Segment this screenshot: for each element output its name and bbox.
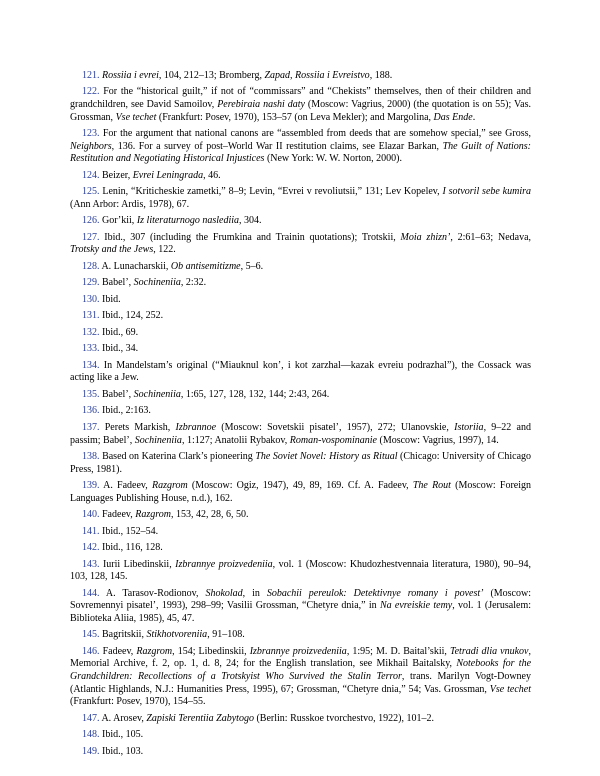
endnote-number-link[interactable]: 136. <box>82 405 100 417</box>
endnote <box>70 215 531 228</box>
endnote <box>70 480 531 505</box>
endnote-number-link[interactable]: 138. <box>82 450 100 462</box>
endnote-text: Fadeev, Razgrom, 153, 42, 28, 6, 50. <box>102 509 249 521</box>
endnote-text: Ibid., 105. <box>102 729 144 741</box>
endnote <box>70 746 531 759</box>
endnote-text: A. Tarasov-Rodionov, Shokolad, in Sobachii pereulok: Detektivnye romany i povest’ (Moscow: Sovremennyi pisatel’, 1993), 298–99; Vasilii Grossman, “Chetyre dnia,” in Na evreiskie temy, vol. 1 (Jerusalem: Biblioteka Aliia, 1985), 45, 47. <box>70 587 531 624</box>
endnote-text: Bagritskii, Stikhotvoreniia, 91–108. <box>102 629 245 641</box>
endnote-number-link[interactable]: 132. <box>82 326 100 338</box>
endnote <box>70 327 531 340</box>
endnote <box>70 343 531 356</box>
endnote <box>70 542 531 555</box>
endnote-text: Based on Katerina Clark’s pioneering The Soviet Novel: History as Ritual (Chicago: University of Chicago Press, 1981). <box>70 450 532 475</box>
endnote-number-link[interactable]: 121. <box>82 70 100 81</box>
endnotes-page <box>70 70 531 762</box>
endnote <box>70 559 531 584</box>
endnote-text: Ibid., 152–54. <box>102 525 159 537</box>
endnote <box>70 294 531 307</box>
endnote-text: Ibid. <box>102 293 121 305</box>
endnote <box>70 277 531 290</box>
endnote-text: Ibid., 2:163. <box>102 405 151 417</box>
endnote-text: A. Fadeev, Razgrom (Moscow: Ogiz, 1947), 49, 89, 169. Cf. A. Fadeev, The Rout (Moscow: Foreign Languages Publishing House, n.d.), 162. <box>70 480 531 504</box>
endnote-number-link[interactable]: 144. <box>82 587 100 599</box>
endnote-text: Beizer, Evrei Leningrada, 46. <box>102 169 221 181</box>
endnote-number-link[interactable]: 130. <box>82 293 100 305</box>
endnote-number-link[interactable]: 129. <box>82 277 100 289</box>
endnote-text: For the “historical guilt,” if not of “commissars” and “Chekists” themselves, then of their children and grandchildren, see David Samoilov, Perebiraia nashi daty (Moscow: Vagrius, 2000) (the quotation is on 55); Vas. Grossman, Vse techet (Frankfurt: Posev, 1970), 153–57 (on Leva Mekler); and Margolina, Das Ende. <box>70 86 531 123</box>
endnote-text: Lenin, “Kriticheskie zametki,” 8–9; Levin, “Evrei v revoliutsii,” 131; Lev Kopelev, I sotvoril sebe kumira (Ann Arbor: Ardis, 1978), 67. <box>70 186 531 210</box>
endnote-text: Babel’, Sochineniia, 1:65, 127, 128, 132, 144; 2:43, 264. <box>102 388 330 400</box>
endnote-number-link[interactable]: 142. <box>82 542 100 554</box>
endnote <box>70 170 531 183</box>
endnote-text: For the argument that national canons are “assembled from deeds that are somehow special,” see Gross, Neighbors, 136. For a survey of post–World War II restitution claims, see Elazar Barkan, The Guilt of Nations: Restitution and Negotiating Historical Injustices (New York: W. W. Norton, 2000). <box>70 128 531 165</box>
endnote <box>70 261 531 274</box>
endnote-number-link[interactable]: 141. <box>82 525 100 537</box>
endnote <box>70 526 531 539</box>
endnote-number-link[interactable]: 124. <box>82 169 100 181</box>
endnote <box>70 588 531 626</box>
endnote-text: Ibid., 34. <box>102 343 139 355</box>
endnote-number-link[interactable]: 133. <box>82 343 100 355</box>
endnote-number-link[interactable]: 122. <box>82 86 100 98</box>
endnote-text: Perets Markish, Izbrannoe (Moscow: Sovetskii pisatel’, 1957), 272; Ulanovskie, Istoriia, 9–22 and passim; Babel’, Sochineniia, 1:127; Anatolii Rybakov, Roman-vospominanie (Moscow: Vagrius, 1997), 14. <box>70 421 531 446</box>
endnote <box>70 629 531 642</box>
endnote <box>70 389 531 402</box>
endnote <box>70 310 531 323</box>
endnote-text: Ibid., 116, 128. <box>102 542 163 554</box>
endnote-number-link[interactable]: 123. <box>82 128 100 140</box>
endnote <box>70 646 531 709</box>
endnote-number-link[interactable]: 143. <box>82 558 100 570</box>
endnote-number-link[interactable]: 140. <box>82 509 100 521</box>
endnote-number-link[interactable]: 135. <box>82 388 100 400</box>
endnote-number-link[interactable]: 125. <box>82 186 100 198</box>
endnote <box>70 405 531 418</box>
endnote-number-link[interactable]: 145. <box>82 629 100 641</box>
endnote-text: Ibid., 69. <box>102 326 139 338</box>
endnote-number-link[interactable]: 134. <box>82 359 100 371</box>
endnote-text: Iurii Libedinskii, Izbrannye proizvedeniia, vol. 1 (Moscow: Khudozhestvennaia literatura, 1980), 90–94, 103, 128, 145. <box>70 558 531 583</box>
endnote-number-link[interactable]: 146. <box>82 645 100 657</box>
endnote-number-link[interactable]: 137. <box>82 421 100 433</box>
endnote-number-link[interactable]: 147. <box>82 712 100 724</box>
endnote <box>70 422 531 447</box>
endnote <box>70 451 531 476</box>
endnote-number-link[interactable]: 148. <box>82 729 100 741</box>
endnote <box>70 186 531 211</box>
endnote <box>70 360 531 385</box>
endnote <box>70 509 531 522</box>
endnote <box>70 70 531 83</box>
endnote <box>70 232 531 257</box>
endnote-text: Rossiia i evrei, 104, 212–13; Bromberg, Zapad, Rossiia i Evreistvo, 188. <box>102 70 393 81</box>
endnote <box>70 729 531 742</box>
endnote-text: Ibid., 307 (including the Frumkina and Trainin quotations); Trotskii, Moia zhizn’, 2:61–63; Nedava, Trotsky and the Jews, 122. <box>70 231 532 256</box>
endnote-number-link[interactable]: 131. <box>82 310 100 322</box>
endnote-text: A. Arosev, Zapiski Terentiia Zabytogo (Berlin: Russkoe tvorchestvo, 1922), 101–2. <box>101 712 434 724</box>
endnote <box>70 128 531 166</box>
endnote-text: Ibid., 103. <box>102 745 144 757</box>
endnote-number-link[interactable]: 127. <box>82 231 100 243</box>
endnote-text: Gor’kii, Iz literaturnogo naslediia, 304. <box>102 215 262 227</box>
endnote-number-link[interactable]: 126. <box>82 215 100 227</box>
endnote <box>70 713 531 726</box>
endnote-number-link[interactable]: 149. <box>82 745 100 757</box>
endnote <box>70 86 531 124</box>
endnote-number-link[interactable]: 128. <box>82 260 100 272</box>
endnotes-list <box>70 70 531 758</box>
endnote-text: Fadeev, Razgrom, 154; Libedinskii, Izbrannye proizvedeniia, 1:95; M. D. Baital’skii, Tetradi dlia vnukov, Memorial Archive, f. 2, op. 1, d. 8, 24; for the English translation, see Mikhail Baitalsky, Notebooks for the Grandchildren: Recollections of a Trotskyist Who Survived the Stalin Terror, trans. Marilyn Vogt-Downey (Atlantic Highlands, N.J.: Humanities Press, 1995), 67; Grossman, “Chetyre dnia,” 54; Vas. Grossman, Vse techet (Frankfurt: Posev, 1970), 154–55. <box>70 645 532 708</box>
endnote-number-link[interactable]: 139. <box>82 480 100 492</box>
endnote-text: In Mandelstam’s original (“Miauknul kon’, i kot zarzhal—kazak evreiu podrazhal”), the Cossack was acting like a Jew. <box>70 359 531 384</box>
endnote-text: A. Lunacharskii, Ob antisemitizme, 5–6. <box>101 260 264 272</box>
endnote-text: Ibid., 124, 252. <box>102 310 164 322</box>
endnote-text: Babel’, Sochineniia, 2:32. <box>102 277 207 289</box>
